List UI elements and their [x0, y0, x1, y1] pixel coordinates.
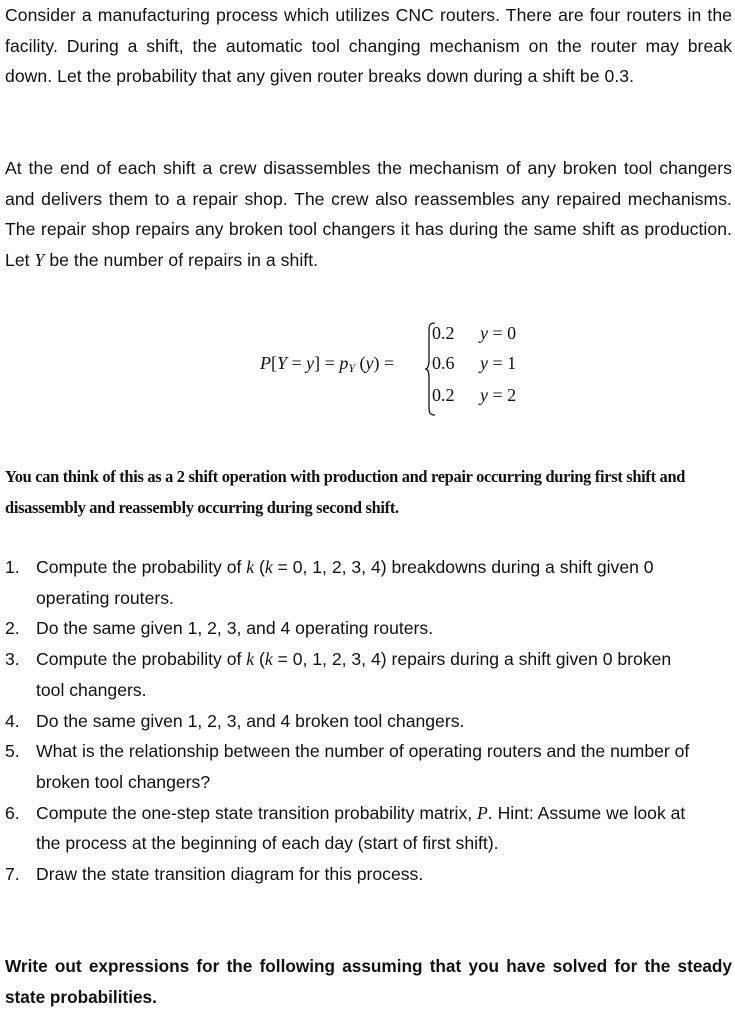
variable-Y: Y	[34, 250, 45, 271]
repair-text-end: be the number of repairs in a shift.	[44, 250, 319, 271]
case-rest: = 2	[488, 385, 517, 405]
q7-text: Draw the state transition diagram for this process.	[36, 864, 424, 885]
formula-Y: Y	[277, 353, 288, 373]
case-value: 0.2	[432, 385, 455, 405]
formula-pfun: p	[339, 353, 349, 373]
case-value: 0.6	[432, 353, 455, 373]
formula-arg-close: ) =	[373, 353, 395, 373]
question-item-1	[5, 552, 696, 613]
question-item-7	[5, 859, 696, 890]
q3-var-k: k	[246, 649, 255, 670]
q1-text-c: = 0, 1, 2, 3, 4) breakdowns during a shift given 0 operating routers.	[36, 557, 654, 608]
q5-text: What is the relationship between the number of operating routers and the number of broken tool changers?	[36, 741, 690, 792]
question-item-5	[5, 736, 696, 797]
case-condition	[480, 385, 516, 406]
q3-text-b: (	[254, 649, 265, 670]
formula-close: ] =	[314, 353, 340, 373]
q3-text-c: = 0, 1, 2, 3, 4) repairs during a shift given 0 broken tool changers.	[36, 649, 672, 700]
q3-var-k2: k	[264, 649, 273, 670]
repair-text-start: At the end of each shift a crew disassembles the mechanism of any broken tool changers and delivers them to a repair shop. The crew also reassembles any repaired mechanisms. The repair shop repairs any broken tool changers it has during the same shift as production. Let	[5, 158, 732, 271]
question-number: 1.	[5, 557, 20, 577]
case-value: 0.2	[432, 323, 455, 343]
q6-text-b: . Hint: Assume we look at the process at the beginning of each day (start of first shift).	[36, 802, 686, 854]
q2-text: Do the same given 1, 2, 3, and 4 operating routers.	[36, 618, 434, 639]
intro-paragraph: Consider a manufacturing process which utilizes CNC routers. There are four routers in the facility. During a shift, the automatic tool changing mechanism on the router may break down. Let the probability that any given router breaks down during a shift be 0.3.	[5, 5, 732, 87]
question-number: 3.	[5, 649, 20, 670]
question-item-4	[5, 706, 696, 737]
repair-pmf-formula	[260, 318, 560, 418]
formula-lhs	[260, 353, 394, 376]
q1-var-k: k	[246, 557, 255, 577]
question-item-3	[5, 644, 696, 705]
formula-sub: Y	[348, 361, 356, 375]
formula-eq: =	[287, 353, 307, 373]
question-list	[5, 552, 732, 890]
question-number: 7.	[5, 864, 20, 885]
formula-y: y	[306, 353, 315, 373]
q1-text-a: Compute the probability of	[36, 557, 247, 577]
question-number: 4.	[5, 710, 20, 731]
case-condition	[480, 323, 516, 344]
formula-open: [	[271, 353, 277, 373]
formula-arg: y	[365, 353, 374, 373]
case-var: y	[480, 323, 488, 343]
q1-var-k2: k	[264, 557, 273, 577]
formula-p: P	[260, 353, 271, 373]
question-item-6	[5, 798, 696, 859]
shift-note: You can think of this as a 2 shift operation with production and repair occurring during first shift and disassembly and reassembly occurring during second shift.	[5, 467, 686, 517]
case-var: y	[480, 385, 488, 405]
q6-var-P: P	[477, 802, 488, 823]
repair-process-paragraph	[5, 153, 732, 276]
case-var: y	[480, 353, 488, 373]
question-number: 6.	[5, 802, 20, 823]
q1-text-b: (	[254, 557, 265, 577]
question-item-2	[5, 613, 696, 644]
q3-text-a: Compute the probability of	[36, 649, 247, 670]
formula-arg-open: (	[355, 353, 366, 373]
case-condition	[480, 353, 516, 374]
q6-text-a: Compute the one-step state transition probability matrix,	[36, 802, 478, 823]
case-rest: = 1	[488, 353, 517, 373]
question-number: 2.	[5, 618, 20, 639]
question-number: 5.	[5, 741, 20, 762]
q4-text: Do the same given 1, 2, 3, and 4 broken tool changers.	[36, 710, 465, 731]
case-rest: = 0	[488, 323, 517, 343]
closing-instruction: Write out expressions for the following assuming that you have solved for the steady state probabilities.	[5, 956, 732, 1007]
